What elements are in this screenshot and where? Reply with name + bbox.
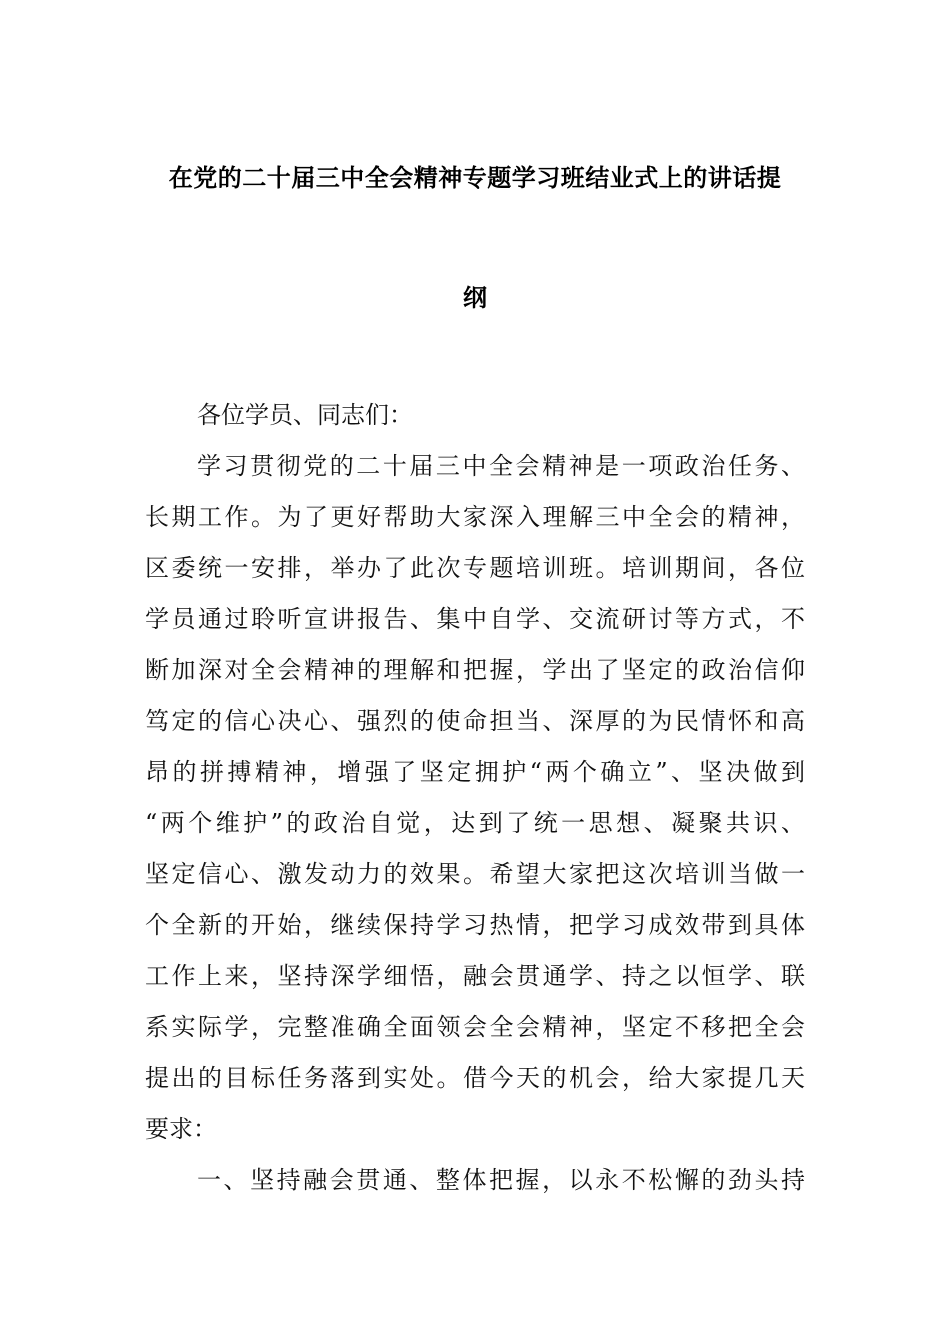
paragraph-line: 系实际学，完整准确全面领会全会精神，坚定不移把全会: [145, 1013, 805, 1041]
paragraph-line: 个全新的开始，继续保持学习热情，把学习成效带到具体: [145, 911, 805, 939]
paragraph-line: 长期工作。为了更好帮助大家深入理解三中全会的精神，: [145, 503, 805, 531]
paragraph-line: 笃定的信心决心、强烈的使命担当、深厚的为民情怀和高: [145, 707, 805, 735]
document-title-line-2: 纲: [463, 284, 487, 312]
paragraph-line: 工作上来，坚持深学细悟，融会贯通学、持之以恒学、联: [145, 962, 805, 990]
paragraph-line: 学习贯彻党的二十届三中全会精神是一项政治任务、: [197, 452, 805, 480]
paragraph-line: “两个维护”的政治自觉，达到了统一思想、凝聚共识、: [145, 809, 805, 837]
paragraph-line: 区委统一安排，举办了此次专题培训班。培训期间，各位: [145, 554, 805, 582]
salutation: 各位学员、同志们：: [197, 401, 413, 429]
paragraph-line: 昂的拼搏精神，增强了坚定拥护“两个确立”、坚决做到: [145, 758, 805, 786]
paragraph-line: 学员通过聆听宣讲报告、集中自学、交流研讨等方式，不: [145, 605, 805, 633]
paragraph-line: 坚定信心、激发动力的效果。希望大家把这次培训当做一: [145, 860, 805, 888]
paragraph-line: 断加深对全会精神的理解和把握，学出了坚定的政治信仰: [145, 656, 805, 684]
paragraph-line: 要求：: [145, 1115, 217, 1143]
section-heading-line: 一、坚持融会贯通、整体把握，以永不松懈的劲头持: [197, 1166, 805, 1194]
document-title-line-1: 在党的二十届三中全会精神专题学习班结业式上的讲话提: [168, 164, 782, 192]
paragraph-line: 提出的目标任务落到实处。借今天的机会，给大家提几天: [145, 1064, 805, 1092]
